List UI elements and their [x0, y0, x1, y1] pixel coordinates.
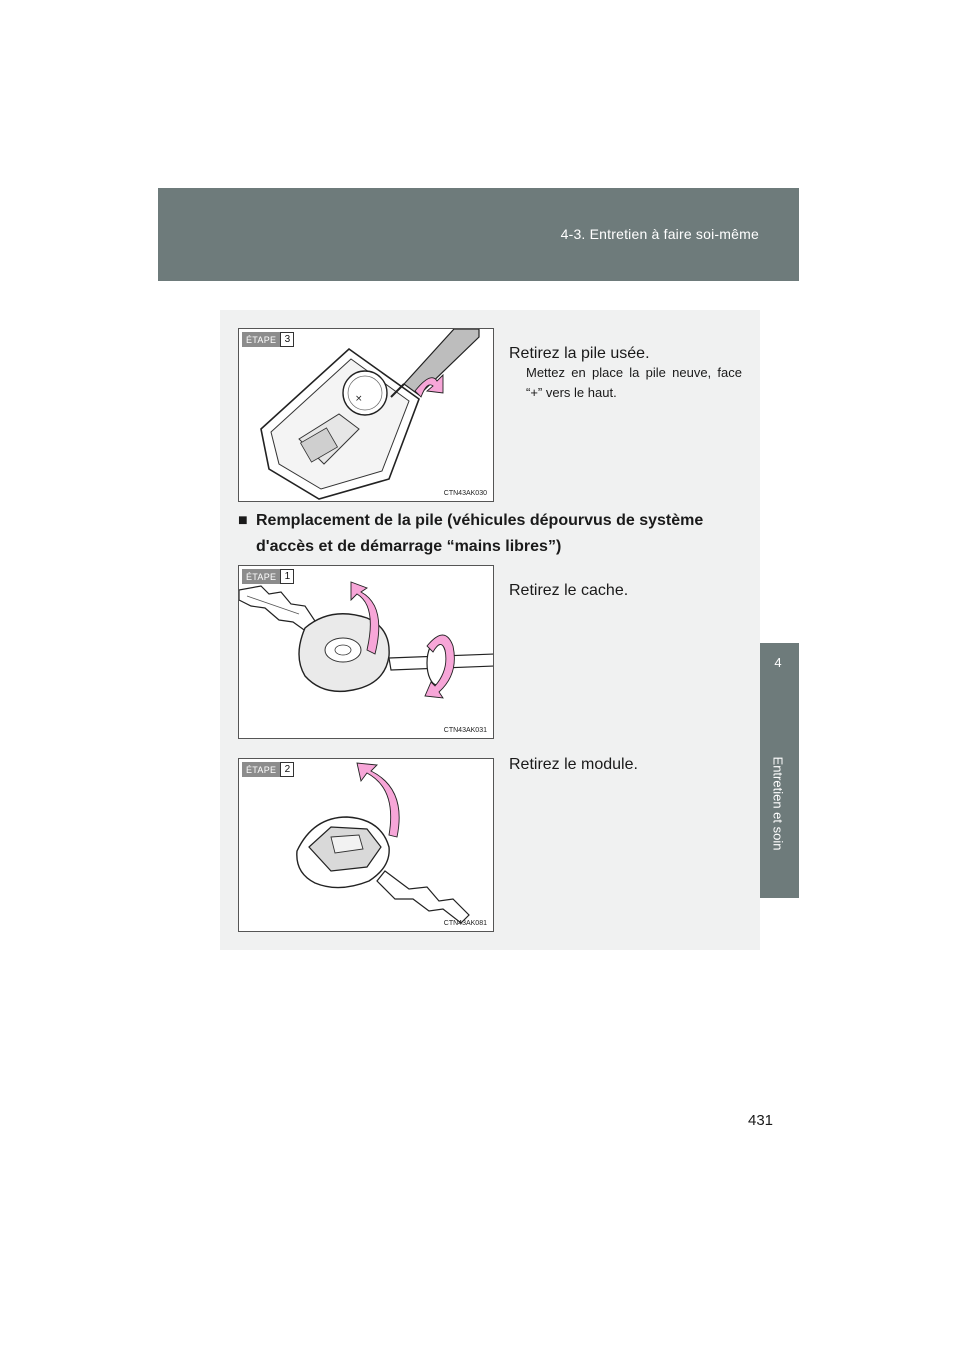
- section-bullet: ■: [238, 512, 248, 529]
- step-badge-number: 1: [280, 569, 294, 584]
- header-band: [158, 188, 799, 281]
- step-badge: [242, 569, 294, 584]
- section-heading-line2: d'accès et de démarrage “mains libres”): [256, 538, 562, 555]
- chapter-number: 4: [774, 655, 782, 670]
- figure-code: CTN43AK030: [443, 490, 487, 497]
- figure-battery-removal: [238, 328, 494, 502]
- chapter-title: Entretien et soin: [770, 756, 786, 850]
- page-number: 431: [748, 1112, 774, 1129]
- figure-remove-module: [238, 758, 494, 932]
- section-title: 4-3. Entretien à faire soi-même: [560, 226, 759, 242]
- figure-remove-cover: [238, 565, 494, 739]
- step-badge-number: 3: [280, 332, 294, 347]
- step-badge-word: ÉTAPE: [242, 569, 280, 584]
- figure-code: CTN43AK031: [443, 727, 487, 734]
- step-badge: [242, 762, 294, 777]
- chapter-tab: [757, 643, 799, 898]
- figure-code: CTN43AK081: [443, 920, 487, 927]
- key-module-illustration: [239, 759, 494, 932]
- step-3-note: Mettez en place la pile neuve, face “+” vers le haut.: [526, 365, 742, 400]
- svg-text:×: ×: [355, 394, 363, 404]
- step-badge-word: ÉTAPE: [242, 332, 280, 347]
- step-badge-number: 2: [280, 762, 294, 777]
- step-2-instruction: Retirez le module.: [509, 756, 638, 773]
- step-3-instruction: Retirez la pile usée.: [509, 345, 650, 362]
- key-cover-illustration: [239, 566, 494, 739]
- section-heading-line1: Remplacement de la pile (véhicules dépourvus de système: [256, 512, 704, 529]
- step-badge-word: ÉTAPE: [242, 762, 280, 777]
- section-heading: [238, 508, 743, 560]
- step-badge: [242, 332, 294, 347]
- key-open-illustration: [239, 329, 494, 502]
- step-1-instruction: Retirez le cache.: [509, 582, 629, 599]
